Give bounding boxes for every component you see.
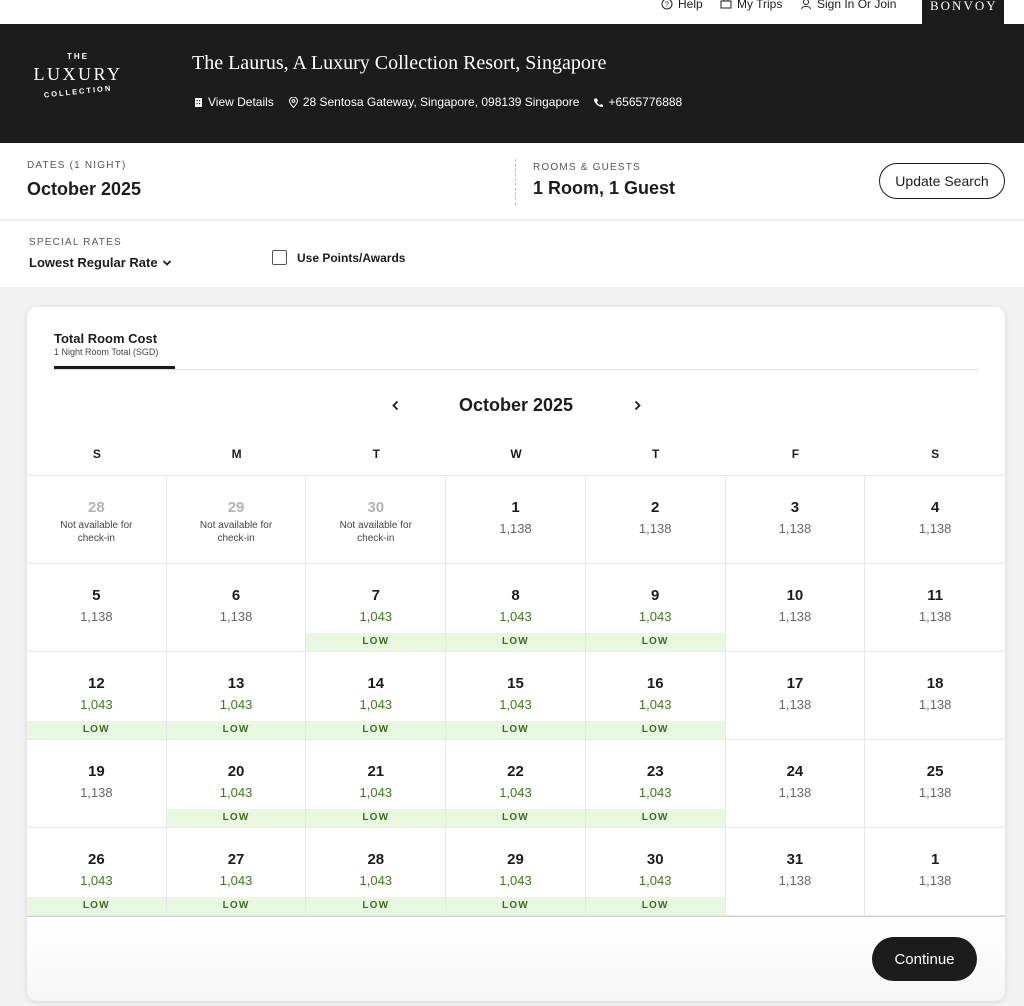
tab-underline-divider: [54, 369, 978, 370]
low-rate-badge: LOW: [446, 897, 585, 915]
my-trips-label: My Trips: [737, 0, 783, 11]
day-price: 1,138: [918, 785, 952, 800]
calendar-day-cell[interactable]: [865, 564, 1005, 652]
weekday-label: S: [931, 447, 940, 461]
day-number: 12: [88, 675, 105, 692]
day-price: 1,043: [359, 785, 393, 800]
suitcase-icon: [720, 0, 732, 10]
rate-calendar-card: [27, 307, 1005, 1001]
logo-line-3: COLLECTION: [43, 83, 113, 100]
weekday-label: M: [231, 447, 242, 461]
month-title: October 2025: [458, 395, 574, 415]
use-points-checkbox[interactable]: [272, 250, 287, 265]
view-details-label: View Details: [208, 95, 274, 109]
day-price: 1,138: [918, 521, 952, 536]
dates-selector[interactable]: [27, 160, 141, 200]
hotel-header: [0, 24, 1024, 143]
day-number: 1: [511, 499, 520, 516]
low-rate-badge: LOW: [446, 809, 585, 827]
chevron-right-icon: [632, 400, 643, 411]
day-number: 15: [507, 675, 524, 692]
day-price: 1,043: [359, 609, 393, 624]
logo-line-1: THE: [67, 52, 89, 61]
low-rate-badge: LOW: [586, 897, 725, 915]
calendar-day-cell[interactable]: [27, 652, 167, 740]
chevron-left-icon: [390, 400, 401, 411]
tab-total-room-cost[interactable]: [54, 331, 175, 369]
day-price: 1,138: [80, 785, 113, 800]
search-divider: [515, 159, 516, 205]
low-rate-badge: LOW: [446, 721, 585, 739]
calendar-day-cell[interactable]: [446, 828, 586, 916]
calendar-day-cell[interactable]: [865, 828, 1005, 916]
calendar-day-cell: [27, 476, 167, 564]
utility-bar: [0, 0, 1024, 24]
phone-label: +6565776888: [608, 95, 683, 109]
day-price: 1,138: [778, 609, 812, 624]
day-number: 30: [367, 499, 385, 516]
calendar-day-cell[interactable]: [446, 652, 586, 740]
day-price: 1,138: [918, 697, 952, 712]
day-number: 1: [930, 851, 940, 868]
day-price: 1,043: [359, 697, 393, 712]
view-details-link[interactable]: [193, 95, 274, 109]
svg-text:?: ?: [665, 1, 669, 9]
calendar-day-cell: [306, 476, 446, 564]
previous-month-button[interactable]: [385, 395, 405, 415]
month-navigation: [27, 393, 1005, 419]
calendar-day-cell[interactable]: [726, 564, 866, 652]
day-price: 1,138: [778, 521, 812, 536]
use-points-toggle[interactable]: [272, 250, 405, 265]
day-number: 7: [371, 587, 380, 604]
weekday-label: W: [510, 447, 522, 461]
calendar-day-cell[interactable]: [586, 828, 726, 916]
day-price: 1,138: [778, 697, 812, 712]
day-number: 23: [646, 763, 664, 780]
day-number: 20: [227, 763, 245, 780]
weekday-header: [27, 447, 1005, 461]
calendar-day-cell[interactable]: [167, 652, 307, 740]
special-rates-label: SPECIAL RATES: [29, 237, 122, 248]
calendar-day-cell[interactable]: [27, 564, 167, 652]
map-pin-icon: [288, 97, 299, 108]
day-price: 1,043: [638, 609, 672, 624]
low-rate-badge: LOW: [167, 721, 306, 739]
dates-value: October 2025: [27, 179, 142, 199]
day-number: 21: [367, 763, 385, 780]
rooms-guests-label: ROOMS & GUESTS: [533, 162, 641, 173]
low-rate-badge: LOW: [446, 633, 585, 651]
use-points-label: Use Points/Awards: [297, 250, 406, 265]
day-price: 1,043: [219, 873, 253, 888]
day-number: 10: [786, 587, 804, 604]
day-number: 3: [790, 499, 800, 516]
calendar-day-cell[interactable]: [446, 740, 586, 828]
weekday-label: T: [652, 447, 660, 461]
tab-title: Total Room Cost: [54, 331, 158, 346]
day-number: 11: [927, 587, 944, 604]
low-rate-badge: LOW: [167, 897, 306, 915]
low-rate-badge: LOW: [27, 721, 166, 739]
calendar-day-cell[interactable]: [726, 652, 866, 740]
day-price: 1,138: [638, 521, 672, 536]
weekday-label: S: [92, 447, 101, 461]
calendar-day-cell[interactable]: [446, 476, 586, 564]
day-number: 9: [651, 587, 660, 604]
search-summary-bar: [0, 143, 1024, 220]
building-icon: [193, 97, 204, 108]
rooms-guests-selector[interactable]: [533, 162, 675, 199]
day-price: 1,138: [219, 609, 253, 624]
calendar-day-cell[interactable]: [586, 564, 726, 652]
day-price: 1,043: [638, 697, 672, 712]
bonvoy-label: BONVOY: [930, 0, 998, 13]
low-rate-badge: LOW: [306, 721, 445, 739]
day-price: 1,138: [918, 873, 952, 888]
day-price: 1,043: [499, 609, 532, 624]
calendar-day-cell[interactable]: [726, 828, 866, 916]
calendar-day-cell[interactable]: [586, 652, 726, 740]
day-number: 19: [88, 763, 105, 780]
day-price: 1,043: [499, 873, 532, 888]
unavailable-note: Not available for check-in: [60, 520, 133, 544]
day-number: 29: [227, 499, 245, 516]
calendar-grid: [27, 475, 1005, 916]
tab-subtitle: 1 Night Room Total (SGD): [54, 347, 159, 357]
day-number: 8: [511, 587, 520, 604]
help-label: Help: [678, 0, 703, 11]
day-number: 13: [227, 675, 245, 692]
day-number: 18: [926, 675, 944, 692]
continue-button[interactable]: Continue: [872, 937, 977, 981]
calendar-day-cell[interactable]: [726, 476, 866, 564]
special-rates-dropdown[interactable]: [29, 237, 172, 270]
low-rate-badge: LOW: [586, 633, 725, 651]
calendar-day-cell[interactable]: [306, 652, 446, 740]
day-price: 1,043: [80, 873, 113, 888]
calendar-day-cell[interactable]: [586, 476, 726, 564]
update-search-button[interactable]: Update Search: [879, 163, 1005, 199]
sign-in-label: Sign In Or Join: [817, 0, 897, 11]
day-price: 1,138: [918, 609, 952, 624]
help-link[interactable]: [661, 0, 703, 11]
dates-label: DATES (1 NIGHT): [27, 160, 127, 171]
user-icon: [800, 0, 812, 10]
sign-in-link[interactable]: [800, 0, 896, 11]
special-rates-row: [0, 221, 1024, 287]
day-number: 6: [231, 587, 241, 604]
logo-line-2: LUXURY: [33, 64, 123, 84]
day-number: 17: [786, 675, 804, 692]
hotel-info-links: [193, 95, 696, 109]
day-number: 28: [88, 499, 105, 516]
calendar-day-cell[interactable]: [27, 828, 167, 916]
calendar-day-cell[interactable]: [586, 740, 726, 828]
day-price: 1,043: [80, 697, 113, 712]
rooms-guests-value: 1 Room, 1 Guest: [533, 178, 676, 198]
day-price: 1,138: [80, 609, 113, 624]
calendar-day-cell[interactable]: [306, 564, 446, 652]
calendar-day-cell[interactable]: [27, 740, 167, 828]
day-number: 24: [786, 763, 804, 780]
address-link[interactable]: [288, 95, 580, 109]
day-number: 25: [926, 763, 944, 780]
special-rates-value: Lowest Regular Rate: [29, 255, 158, 270]
day-number: 31: [786, 851, 804, 868]
help-icon: [661, 0, 673, 10]
day-price: 1,138: [778, 785, 812, 800]
bonvoy-logo[interactable]: [922, 0, 1004, 24]
hotel-name: The Laurus, A Luxury Collection Resort, Singapore: [192, 52, 607, 74]
day-number: 14: [367, 675, 385, 692]
day-price: 1,043: [638, 785, 672, 800]
day-price: 1,043: [219, 785, 253, 800]
weekday-label: T: [372, 447, 380, 461]
calendar-day-cell[interactable]: [167, 564, 307, 652]
day-price: 1,138: [778, 873, 812, 888]
my-trips-link[interactable]: [720, 0, 782, 11]
calendar-day-cell[interactable]: [726, 740, 866, 828]
calendar-footer: [27, 916, 1005, 1001]
day-number: 27: [227, 851, 245, 868]
calendar-day-cell[interactable]: [167, 828, 307, 916]
phone-link[interactable]: [593, 95, 682, 109]
day-price: 1,043: [359, 873, 393, 888]
unavailable-note: Not available for check-in: [199, 520, 273, 544]
day-price: 1,043: [499, 697, 532, 712]
special-rates-value-row: [29, 255, 172, 270]
calendar-day-cell[interactable]: [167, 740, 307, 828]
next-month-button[interactable]: [627, 395, 647, 415]
day-price: 1,043: [638, 873, 672, 888]
day-number: 29: [507, 851, 524, 868]
calendar-day-cell[interactable]: [306, 740, 446, 828]
luxury-collection-logo[interactable]: [26, 52, 130, 114]
calendar-day-cell[interactable]: [306, 828, 446, 916]
day-number: 28: [367, 851, 385, 868]
low-rate-badge: LOW: [27, 897, 166, 915]
day-price: 1,043: [219, 697, 253, 712]
calendar-day-cell[interactable]: [865, 652, 1005, 740]
low-rate-badge: LOW: [167, 809, 306, 827]
day-price: 1,138: [499, 521, 532, 536]
address-label: 28 Sentosa Gateway, Singapore, 098139 Singapore: [302, 95, 580, 109]
chevron-down-icon: [162, 258, 172, 268]
calendar-day-cell[interactable]: [865, 740, 1005, 828]
low-rate-badge: LOW: [306, 809, 445, 827]
calendar-day-cell: [167, 476, 307, 564]
unavailable-note: Not available for check-in: [339, 520, 412, 544]
day-number: 22: [507, 763, 524, 780]
low-rate-badge: LOW: [586, 809, 725, 827]
day-number: 5: [92, 587, 101, 604]
weekday-label: F: [791, 447, 800, 461]
calendar-day-cell[interactable]: [446, 564, 586, 652]
day-price: 1,043: [499, 785, 532, 800]
calendar-day-cell[interactable]: [865, 476, 1005, 564]
low-rate-badge: LOW: [586, 721, 725, 739]
low-rate-badge: LOW: [306, 897, 445, 915]
day-number: 26: [88, 851, 105, 868]
day-number: 30: [646, 851, 664, 868]
low-rate-badge: LOW: [306, 633, 445, 651]
day-number: 2: [651, 499, 660, 516]
day-number: 16: [646, 675, 664, 692]
day-number: 4: [930, 499, 940, 516]
phone-icon: [593, 97, 604, 108]
